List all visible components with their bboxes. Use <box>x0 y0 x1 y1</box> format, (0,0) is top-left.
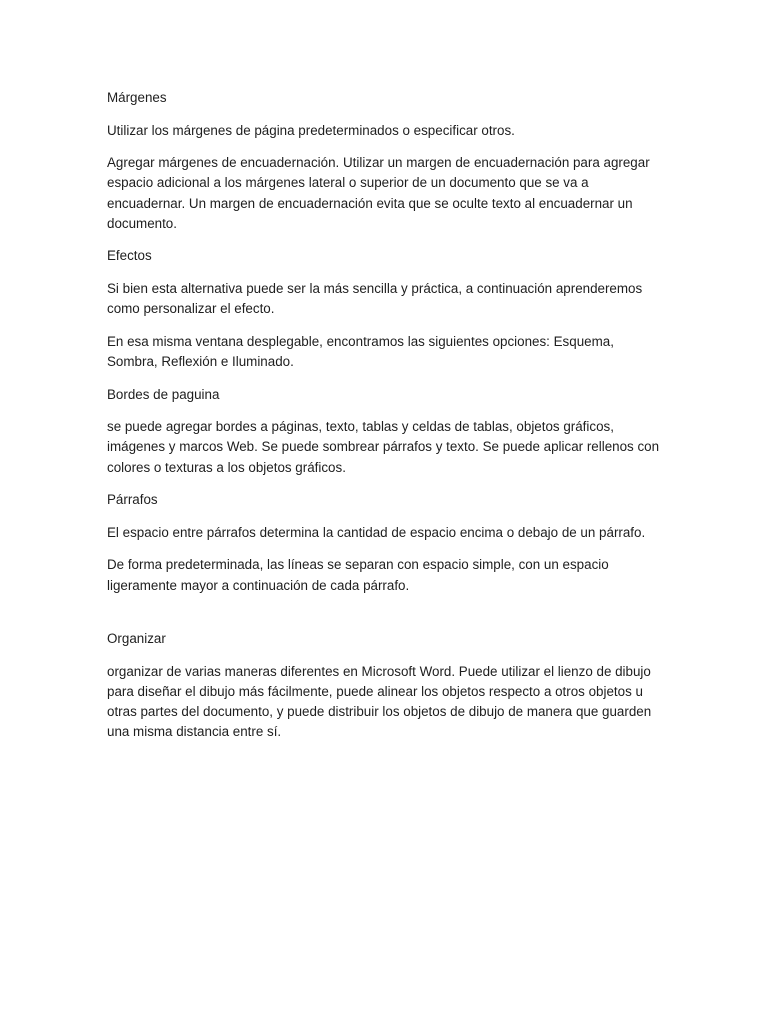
section-heading-parrafos: Párrafos <box>107 492 158 508</box>
empty-paragraph <box>107 608 667 629</box>
section-heading-efectos: Efectos <box>107 248 152 264</box>
paragraph: Utilizar los márgenes de página predeterminados o especificar otros. <box>107 122 515 138</box>
paragraph: Si bien esta alternativa puede ser la más sencilla y práctica, a continuación aprenderemos como personalizar el efecto. <box>107 280 643 317</box>
section-heading-bordes: Bordes de paguina <box>107 386 220 402</box>
paragraph: organizar de varias maneras diferentes en Microsoft Word. Puede utilizar el lienzo de dibujo para diseñar el dibujo más fácilmente, puede alinear los objetos respecto a otros objetos u otras partes del documento, y puede distribuir los objetos de dibujo de manera que guarden una misma distancia entre sí. <box>107 663 652 740</box>
paragraph: El espacio entre párrafos determina la cantidad de espacio encima o debajo de un párrafo. <box>107 524 646 540</box>
paragraph: De forma predeterminada, las líneas se separan con espacio simple, con un espacio ligeramente mayor a continuación de cada párrafo. <box>107 557 609 593</box>
section-heading-margenes: Márgenes <box>107 90 167 105</box>
paragraph: Agregar márgenes de encuadernación. Utilizar un margen de encuadernación para agregar espacio adicional a los márgenes lateral o superior de un documento que se va a encuadernar. Un margen de encuadernación evita que se oculte texto al encuadernar un documento. <box>107 155 650 231</box>
paragraph: En esa misma ventana desplegable, encontramos las siguientes opciones: Esquema, Sombra, Reflexión e Iluminado. <box>107 333 614 369</box>
document-body <box>107 88 667 755</box>
paragraph: se puede agregar bordes a páginas, texto, tablas y celdas de tablas, objetos gráficos, imágenes y marcos Web. Se puede sombrear párrafos y texto. Se puede aplicar rellenos con colores o texturas a los objetos gráficos. <box>107 419 660 475</box>
section-heading-organizar: Organizar <box>107 631 166 647</box>
